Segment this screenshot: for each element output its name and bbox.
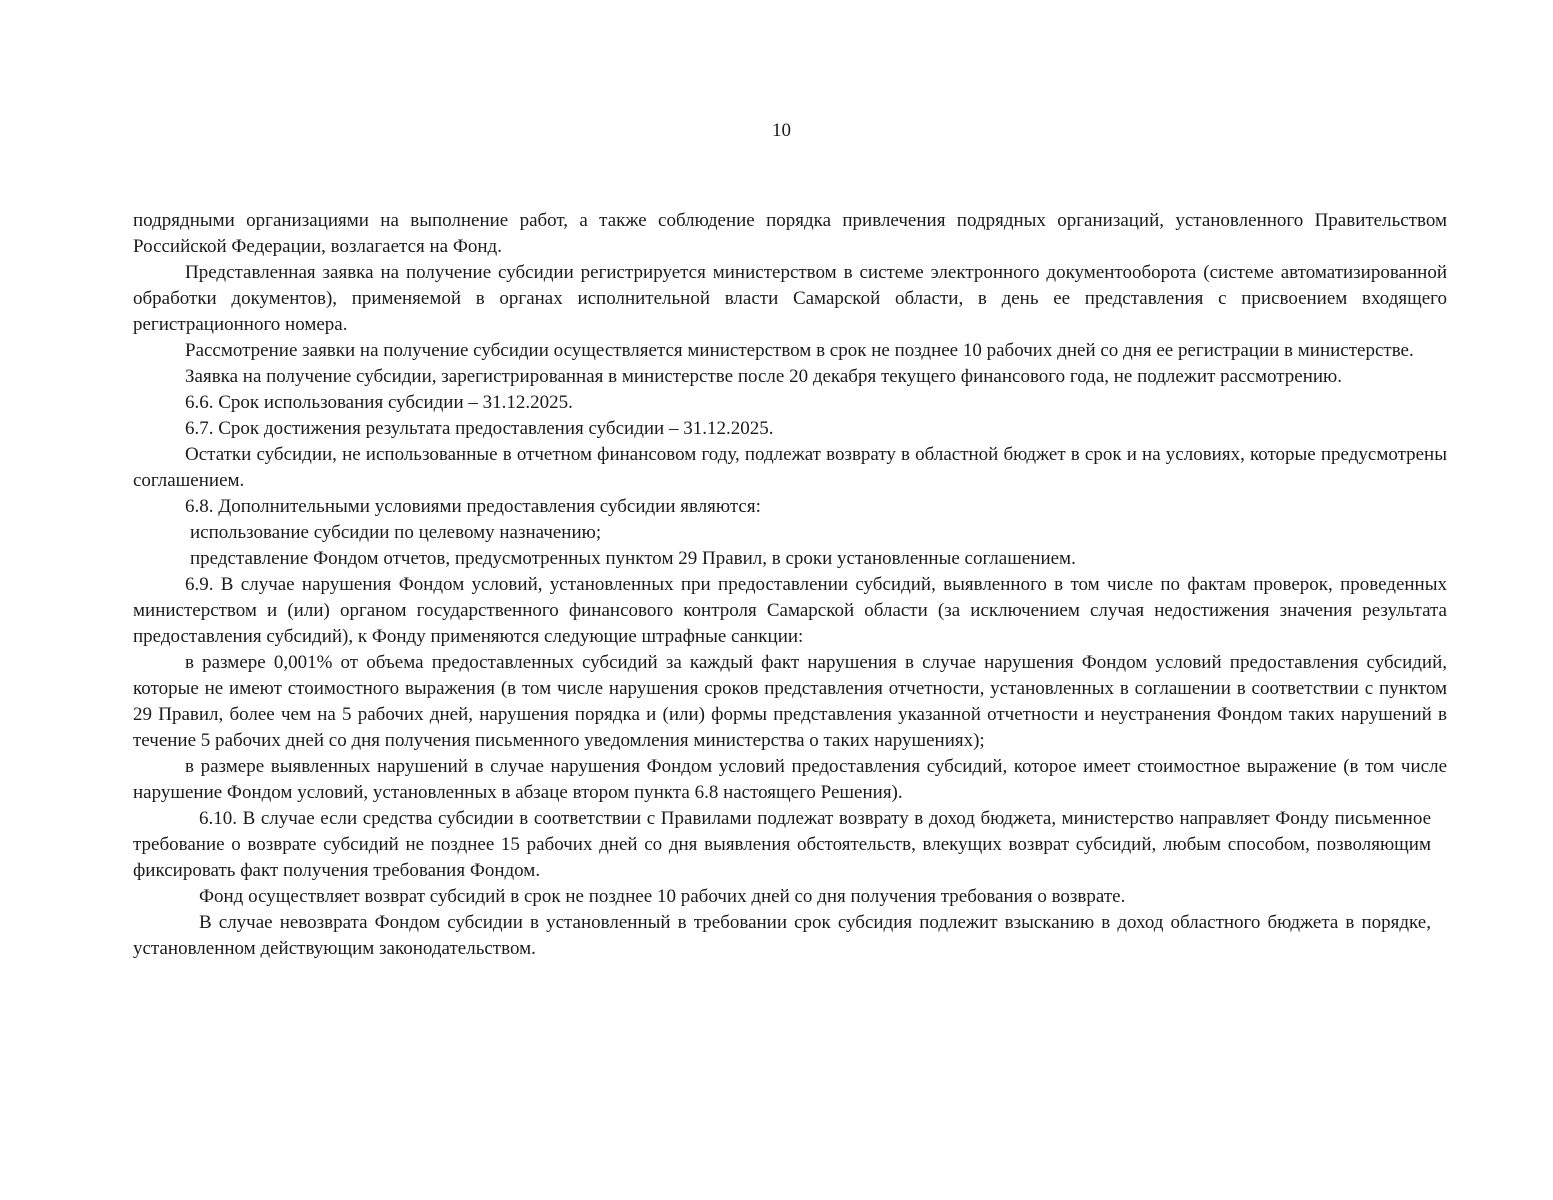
paragraph-fund-return: Фонд осуществляет возврат субсидий в срок не позднее 10 рабочих дней со дня получения требования о возврате. bbox=[199, 886, 1126, 907]
paragraph-6-7: 6.7. Срок достижения результата предоставления субсидии – 31.12.2025. bbox=[185, 418, 774, 439]
paragraph-subsidy-remainder: Остатки субсидии, не использованные в отчетном финансовом году, подлежат возврату в областной бюджет в срок и на условиях, которые предусмотрены соглашением. bbox=[133, 444, 1447, 491]
paragraph-application-deadline: Заявка на получение субсидии, зарегистрированная в министерстве после 20 декабря текущего финансового года, не подлежит рассмотрению. bbox=[185, 366, 1342, 387]
paragraph-non-return-recovery: В случае невозврата Фондом субсидии в установленный в требовании срок субсидия подлежит взысканию в доход областного бюджета в порядке, установленном действующим законодательством. bbox=[133, 912, 1431, 959]
page-number: 10 bbox=[772, 120, 791, 141]
paragraph-condition-reports: представление Фондом отчетов, предусмотренных пунктом 29 Правил, в сроки установленные соглашением. bbox=[190, 548, 1076, 569]
paragraph-penalty-non-monetary: в размере 0,001% от объема предоставленных субсидий за каждый факт нарушения в случае нарушения Фондом условий предоставления субсидий, которые не имеют стоимостного выражения (в том числе нарушения сроков представления отчетности, установленных в соглашении в соответствии с пунктом 29 Правил, более чем на 5 рабочих дней, нарушения порядка и (или) формы представления указанной отчетности и неустранения Фондом таких нарушений в течение 5 рабочих дней со дня получения письменного уведомления министерства о таких нарушениях); bbox=[133, 652, 1447, 751]
document-body bbox=[133, 208, 1447, 962]
paragraph-condition-target-use: использование субсидии по целевому назначению; bbox=[190, 522, 602, 543]
paragraph-6-8: 6.8. Дополнительными условиями предоставления субсидии являются: bbox=[185, 496, 761, 517]
paragraph-application-review: Рассмотрение заявки на получение субсидии осуществляется министерством в срок не позднее 10 рабочих дней со дня ее регистрации в министерстве. bbox=[185, 340, 1414, 361]
paragraph-penalty-monetary: в размере выявленных нарушений в случае нарушения Фондом условий предоставления субсидий, которое имеет стоимостное выражение (в том числе нарушение Фондом условий, установленных в абзаце втором пункта 6.8 настоящего Решения). bbox=[133, 756, 1447, 803]
paragraph-application-registration: Представленная заявка на получение субсидии регистрируется министерством в системе электронного документооборота (системе автоматизированной обработки документов), применяемой в органах исполнительной власти Самарской области, в день ее представления с присвоением входящего регистрационного номера. bbox=[133, 262, 1447, 335]
paragraph-6-10: 6.10. В случае если средства субсидии в соответствии с Правилами подлежат возврату в доход бюджета, министерство направляет Фонду письменное требование о возврате субсидий не позднее 15 рабочих дней со дня выявления обстоятельств, влекущих возврат субсидий, любым способом, позволяющим фиксировать факт получения требования Фондом. bbox=[133, 808, 1431, 881]
paragraph-continuation: подрядными организациями на выполнение работ, а также соблюдение порядка привлечения подрядных организаций, установленного Правительством Российской Федерации, возлагается на Фонд. bbox=[133, 210, 1447, 257]
paragraph-6-6: 6.6. Срок использования субсидии – 31.12.2025. bbox=[185, 392, 573, 413]
paragraph-6-9: 6.9. В случае нарушения Фондом условий, установленных при предоставлении субсидий, выявленного в том числе по фактам проверок, проведенных министерством и (или) органом государственного финансового контроля Самарской области (за исключением случая недостижения значения результата предоставления субсидий), к Фонду применяются следующие штрафные санкции: bbox=[133, 574, 1447, 647]
